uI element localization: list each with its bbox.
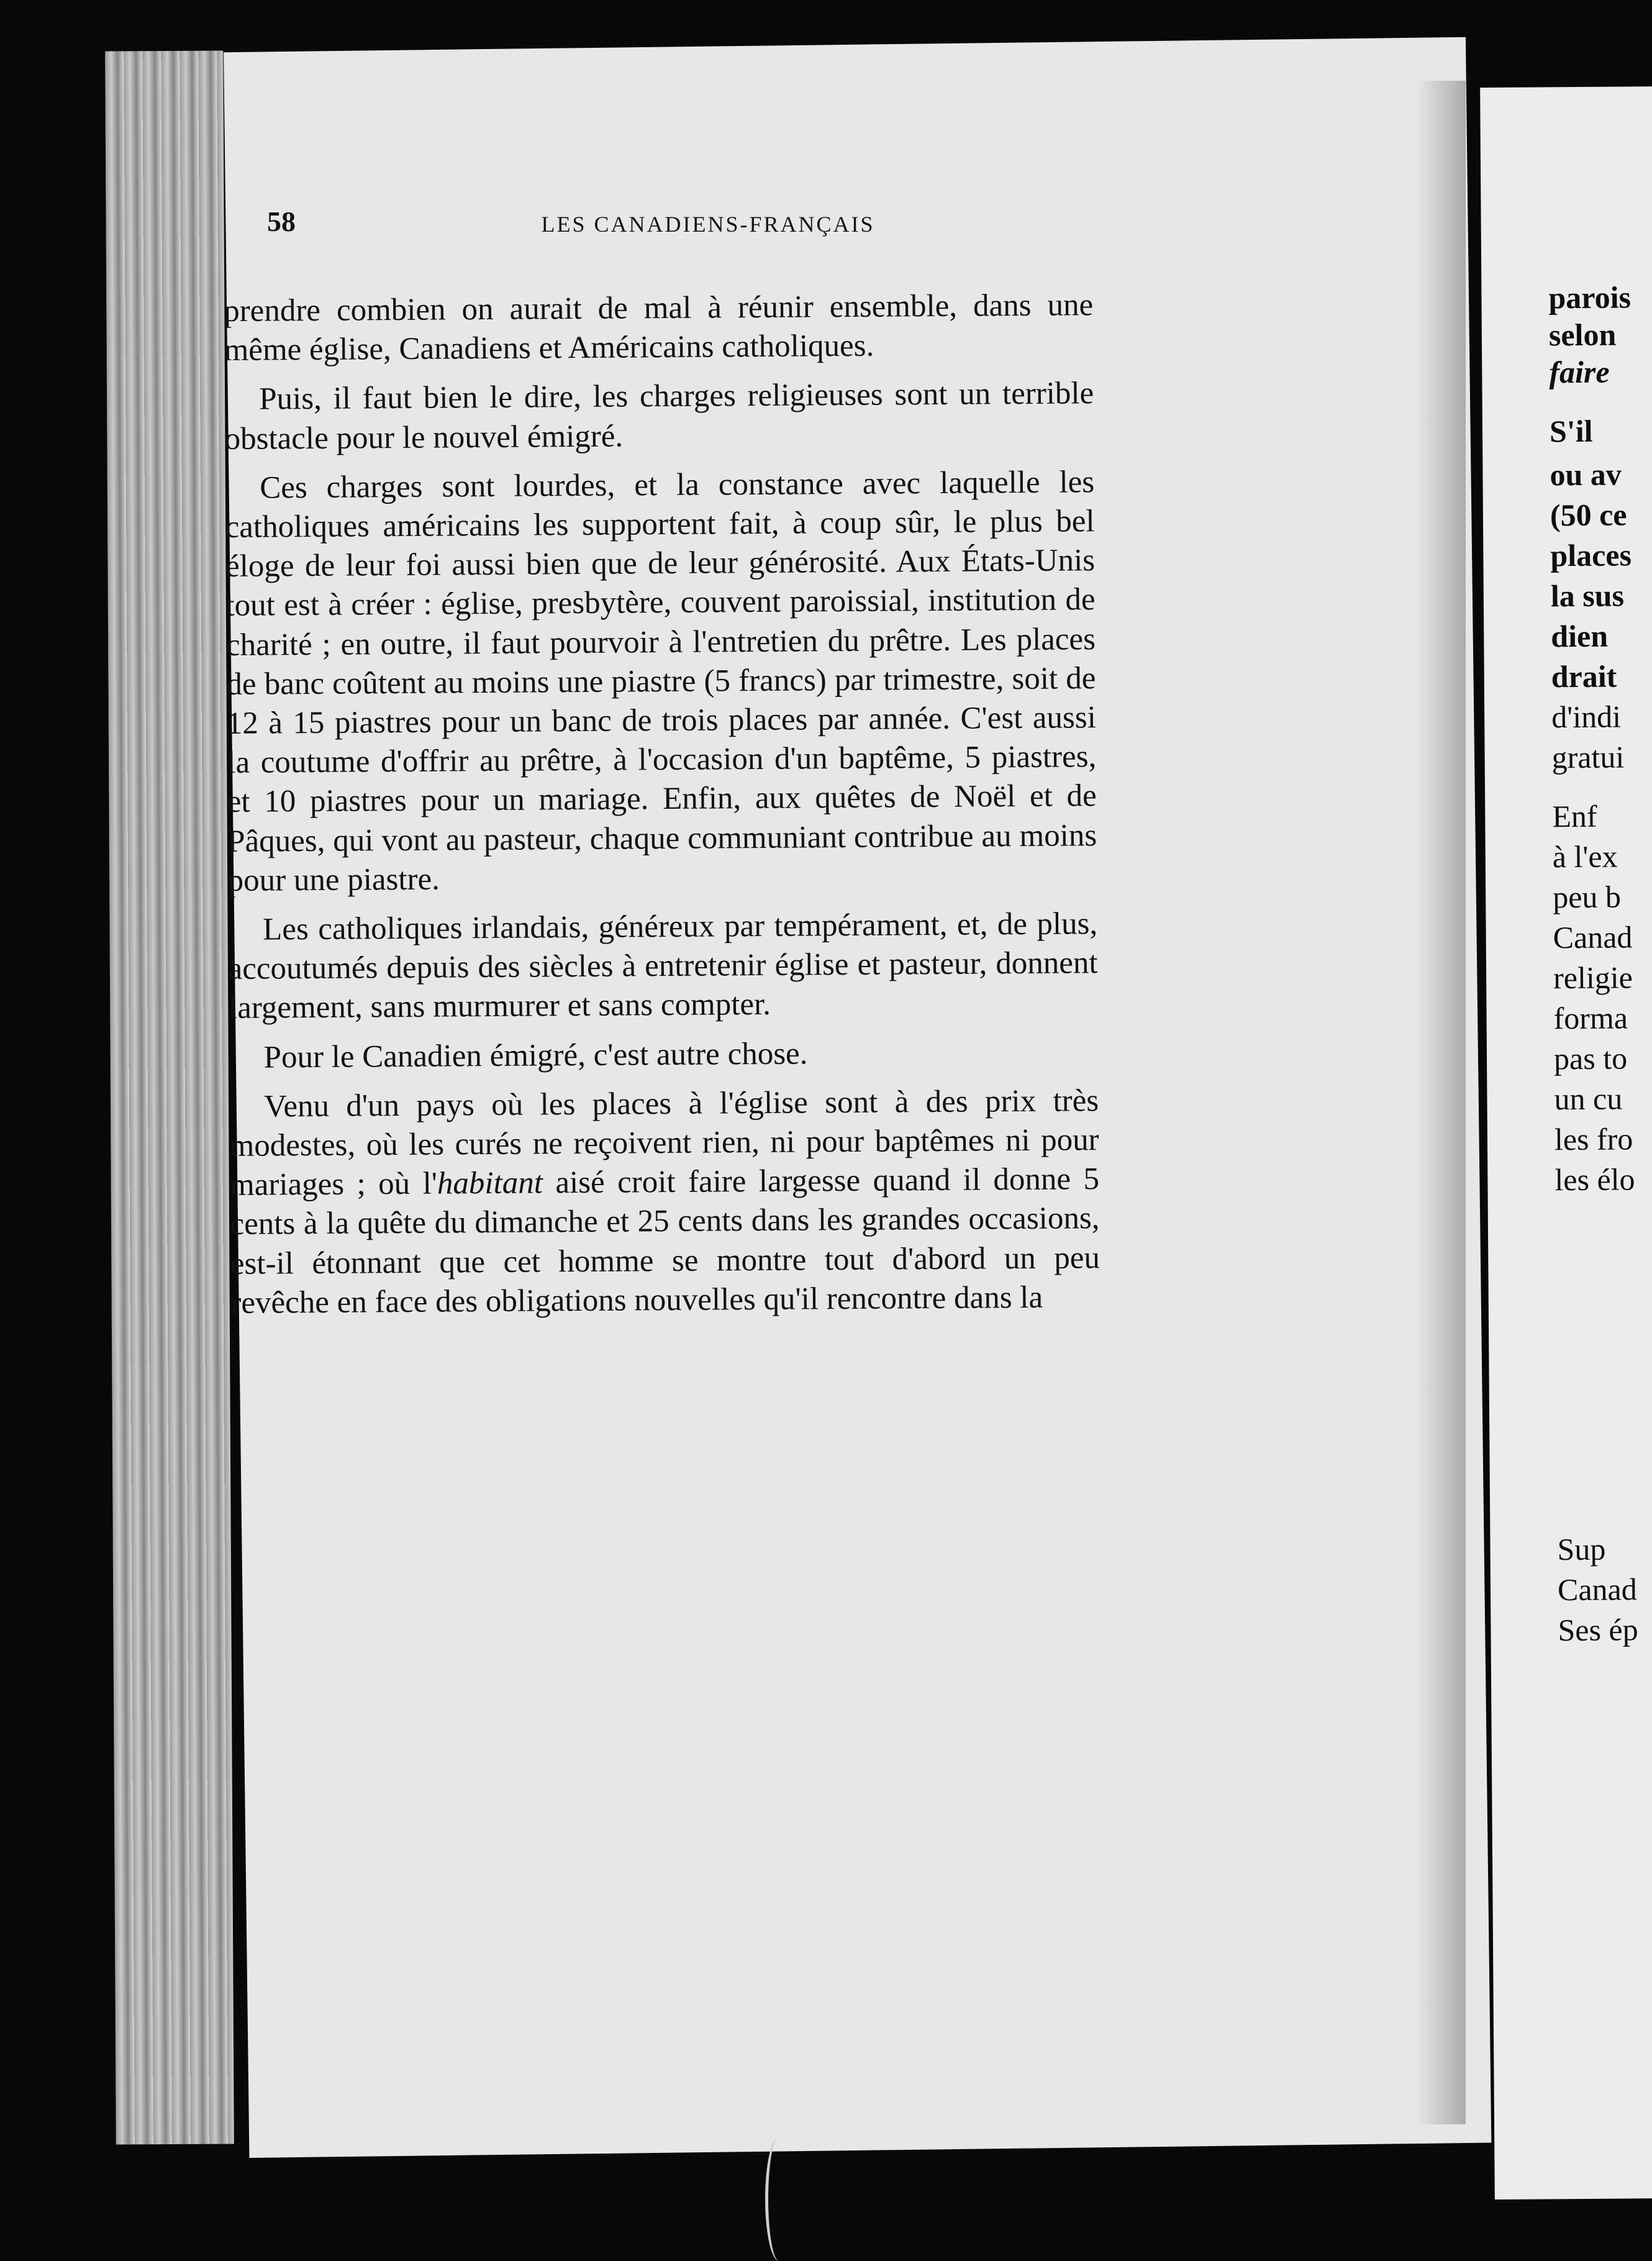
text-run: Venu d'un pays où les places à l'église sont à des prix très modestes, où les curés ne reçoivent rien, ni pour baptêmes ni pour mariages ; où l' — [229, 1083, 1099, 1203]
right-page-line: d'indi — [1551, 699, 1622, 735]
right-page-line: religie — [1553, 960, 1633, 996]
right-page-line: selon — [1548, 317, 1617, 353]
right-page-line: (50 ce — [1550, 497, 1627, 533]
paragraph: Ces charges sont lourdes, et la constance avec laquelle les catholiques américains les supportent fait, à coup sûr, le plus bel éloge de leur foi aussi bien que de leur générosité. Aux États-Unis tout est à créer : église, presbytère, couvent paroissial, institution de charité ; en outre, il faut pourvoir à l'entretien du prêtre. Les places de banc coûtent au moins une piastre (5 francs) par trimestre, soit de 12 à 15 piastres pour un banc de trois places par année. C'est aussi la coutume d'offrir au prêtre, à l'occasion d'un baptême, 5 piastres, et 10 piastres pour un mariage. Enfin, aux quêtes de Noël et de Pâques, qui vont au pasteur, chaque communiant contribue au moins pour une piastre. — [225, 465, 1097, 898]
right-page-line: la sus — [1550, 578, 1625, 614]
right-page-line: parois — [1548, 280, 1632, 316]
right-page-fragment — [1480, 86, 1652, 2200]
book-page-edges — [105, 51, 234, 2145]
paragraph: Pour le Canadien émigré, c'est autre chose. — [263, 1036, 808, 1075]
right-page-line: gratui — [1551, 739, 1625, 775]
right-page-line: Enf — [1552, 798, 1597, 834]
right-page-line: faire — [1549, 354, 1610, 390]
page-number: 58 — [267, 206, 296, 237]
right-page-line: dien — [1551, 618, 1609, 654]
right-page-line: les élo — [1554, 1162, 1635, 1198]
right-page-line: un cu — [1554, 1081, 1623, 1117]
paragraph: Les catholiques irlandais, généreux par tempérament, et, de plus, accoutumés depuis des siècles à entretenir église et pasteur, donnent largement, sans murmurer et sans compter. — [228, 906, 1098, 1026]
right-page-line: Ses ép — [1558, 1612, 1638, 1648]
paragraph-last — [229, 1081, 1101, 1323]
gutter-shadow — [1416, 81, 1466, 2124]
body-text — [224, 286, 1101, 1333]
right-page-line: pas to — [1553, 1040, 1628, 1076]
right-page-line: Canad — [1557, 1572, 1637, 1608]
paragraph: prendre combien on aurait de mal à réunir ensemble, dans une même église, Canadiens et Américains catholiques. — [224, 288, 1094, 368]
running-title: LES CANADIENS-FRANÇAIS — [541, 212, 875, 237]
right-page-line: places — [1550, 537, 1632, 573]
right-page-line: Sup — [1557, 1531, 1606, 1567]
right-page-line: à l'ex — [1552, 839, 1618, 875]
italic-word: habitant — [437, 1165, 543, 1201]
paragraph: Puis, il faut bien le dire, les charges religieuses sont un terrible obstacle pour le nouvel émigré. — [224, 376, 1094, 457]
right-page-line: peu b — [1553, 879, 1622, 915]
right-page-line: ou av — [1550, 457, 1622, 493]
right-page-line: drait — [1551, 658, 1617, 694]
right-page-line: S'il — [1549, 413, 1593, 449]
right-page-line: Canad — [1553, 919, 1633, 955]
running-header — [267, 205, 1149, 255]
right-page-line: forma — [1553, 1000, 1628, 1036]
page-fold-mark — [765, 2137, 793, 2261]
text-run: aisé croit faire largesse quand il donne 5 cents à la quête du dimanche et 25 cents dans les grandes occasions, est-il étonnant que cet homme se montre tout d'abord un peu revêche en face des obligations nouvelles qu'il rencontre dans la — [230, 1162, 1101, 1321]
right-page-line: les fro — [1554, 1121, 1633, 1157]
